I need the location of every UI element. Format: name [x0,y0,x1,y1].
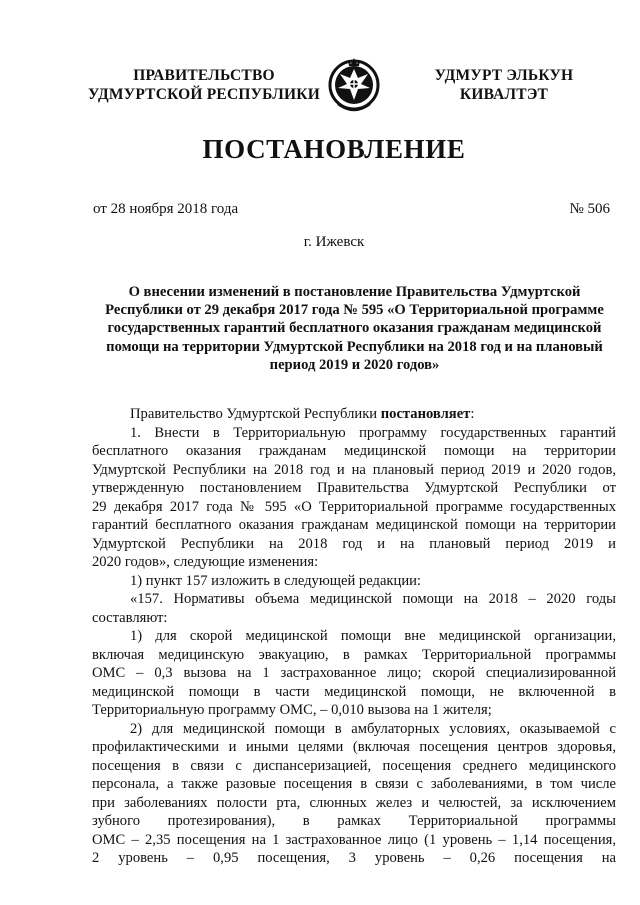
document-date: от 28 ноября 2018 года [93,201,239,217]
document-type-title: ПОСТАНОВЛЕНИЕ [202,134,466,164]
intro-text: Правительство Удмуртской Республики [130,406,381,422]
body-line: посещения в связи с диспансеризацией, посещения среднего медицинского [92,757,616,774]
issuer-line: УДМУРТ ЭЛЬКУН [434,67,574,84]
body-line: 2020 годов», следующие изменения: [92,554,319,570]
body-line: персонала, а также разовые посещения в связи с заболеваниями, в том числе [92,776,616,792]
body-line: Территориальную программу ОМС, – 0,010 вызова на 1 жителя; [92,702,492,718]
body-line: 29 декабря 2017 года № 595 «О Территориальной программе государственных [92,498,616,515]
body-line: ОМС – 2,35 посещения на 1 застрахованное лицо (1 уровень – 1,14 посещения, [92,831,616,848]
body-line: Удмуртской Республики на 2018 год и на плановый период 2019 и 2020 годов, [92,461,616,478]
body-line: 2 уровень – 0,95 посещения, 3 уровень – 0,26 посещения на [92,850,616,866]
document-heading [92,283,617,374]
issuer-line: КИВАЛТЭТ [459,86,549,103]
body-line: «157. Нормативы объема медицинской помощи на 2018 – 2020 годы [130,591,616,607]
body-line: профилактическими и иными целями (включая посещения центров здоровья, [92,739,616,755]
issuer-line: ПРАВИТЕЛЬСТВО [133,67,275,84]
body-line: зубного протезирования), в рамках Территориальной программы [92,813,616,829]
intro-keyword: постановляет [380,406,471,422]
body-line: 1. Внести в Территориальную программу государственных гарантий [130,424,616,441]
document-number: № 506 [569,201,610,217]
body-line: утвержденную постановлением Правительства Удмуртской Республики от [92,480,616,496]
body-line: ОМС – 0,3 вызова на 1 застрахованное лицо; скорой специализированной [92,665,616,681]
issuer-name-udmurt [428,66,580,104]
body-line: бесплатного оказания гражданам медицинской помощи на территории [92,443,616,459]
intro-line [92,405,616,424]
body-line: медицинской помощи в части медицинской помощи, не включенной в [92,683,616,700]
heading-line: Республики от 29 декабря 2017 года № 595 «О Территориальной программе [105,302,604,319]
issuer-line: УДМУРТСКОЙ РЕСПУБЛИКИ [88,86,320,103]
body-line: гарантий бесплатного оказания гражданам медицинской помощи на территории [92,517,616,533]
body-line: Удмуртской Республики на 2018 год и на плановый период 2019 и [92,535,616,552]
document-body [92,405,616,868]
document-city: г. Ижевск [303,234,365,250]
heading-line: государственных гарантий бесплатного оказания гражданам медицинской [107,320,602,337]
body-line: 2) для медицинской помощи в амбулаторных условиях, оказываемой с [130,720,616,737]
intro-colon: : [470,406,475,422]
body-line: при заболеваниях полости рта, слюнных желез и челюстей, за исключением [92,794,616,811]
coat-of-arms-icon [328,54,380,116]
body-line: включая медицинскую эвакуацию, в рамках Территориальной программы [92,646,616,663]
heading-line: период 2019 и 2020 годов» [269,356,440,373]
body-line: составляют: [92,609,168,626]
body-line: 1) пункт 157 изложить в следующей редакции: [130,572,421,589]
issuer-name-russian [88,66,320,104]
heading-line: помощи на территории Удмуртской Республики на 2018 год и на плановый [106,338,603,355]
heading-line: О внесении изменений в постановление Правительства Удмуртской [128,284,581,300]
body-line: 1) для скорой медицинской помощи вне медицинской организации, [130,628,616,644]
